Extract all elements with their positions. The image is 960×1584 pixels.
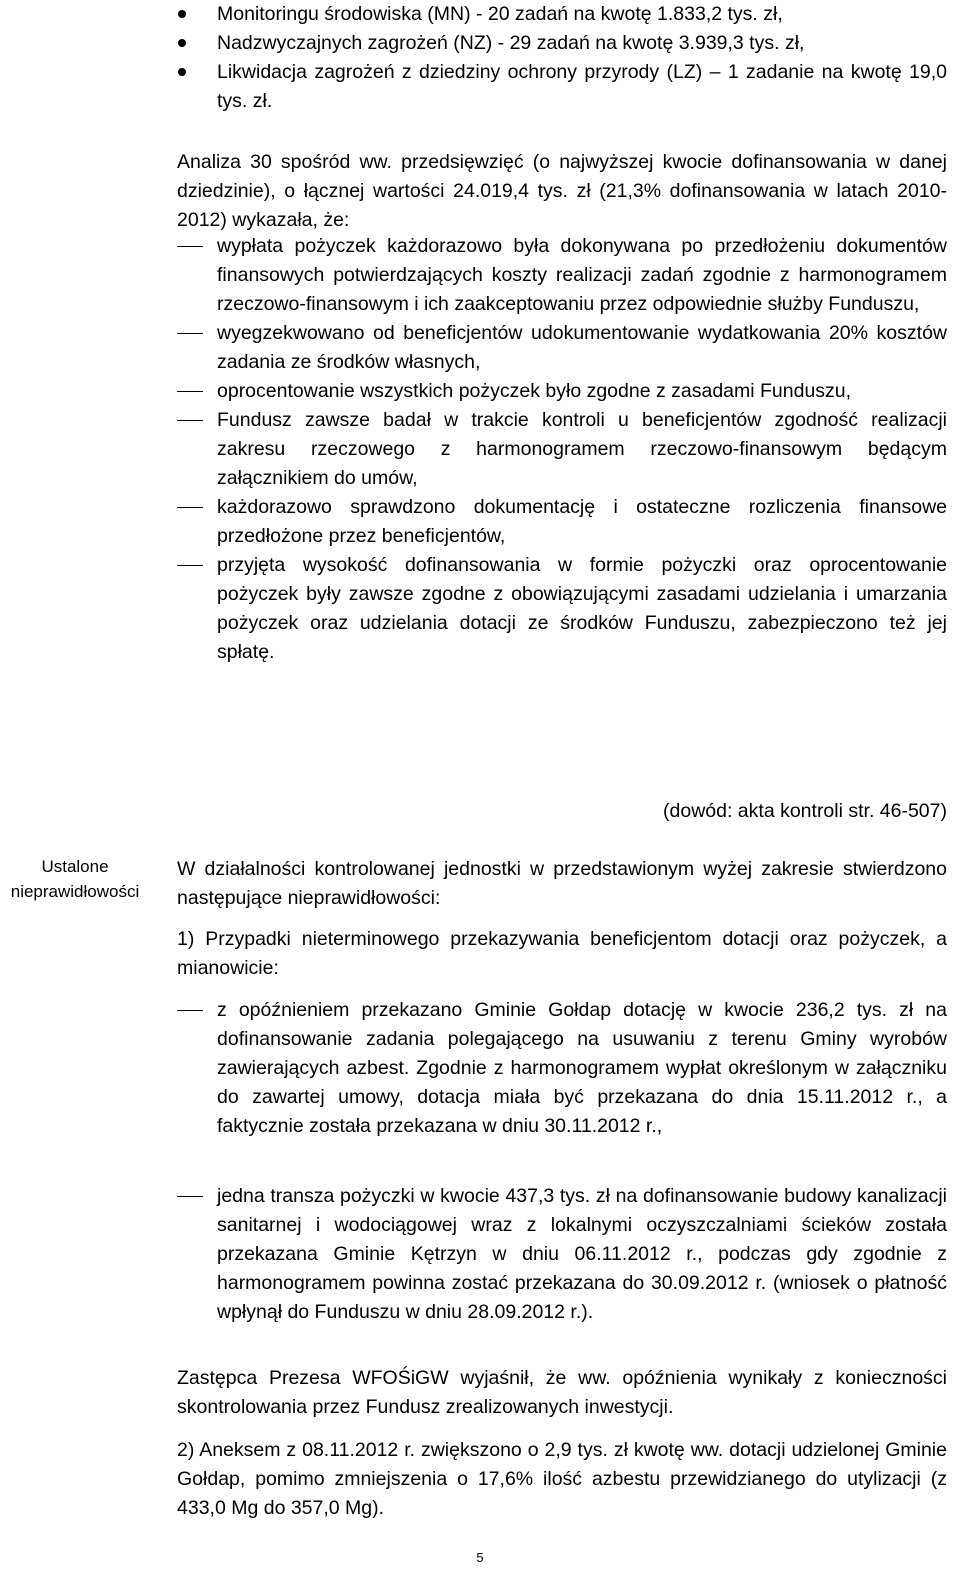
list-item: przyjęta wysokość dofinansowania w formie pożyczki oraz oprocentowanie pożyczek były zawsze zgodne z obowiązującymi zasadami udzielania i umarzania pożyczek oraz udzielania dotacji ze środków Funduszu, zabezpieczono też jej spłatę. [177,551,947,667]
findings-list [177,232,947,667]
bullet-icon [178,39,186,47]
bullet-icon [178,10,186,18]
point1-first-item [177,996,947,1141]
dash-icon [177,565,203,566]
margin-heading-line2: nieprawidłowości [10,882,140,901]
list-item: z opóźnieniem przekazano Gminie Gołdap dotację w kwocie 236,2 tys. zł na dofinansowanie zadania polegającego na usuwaniu z terenu Gminy wyrobów zawierających azbest. Zgodnie z harmonogramem wypłat określonym w załączniku do zawartej umowy, dotacja miała być przekazana do dnia 15.11.2012 r., a faktycznie została przekazana w dniu 30.11.2012 r., [177,996,947,1141]
dash-icon [177,1010,203,1011]
list-item: Fundusz zawsze badał w trakcie kontroli u beneficjentów zgodność realizacji zakresu rzeczowego z harmonogramem rzeczowo-finansowym będącym załącznikiem do umów, [177,406,947,493]
dash-icon [177,1196,203,1197]
analysis-intro: Analiza 30 spośród ww. przedsięwzięć (o najwyższej kwocie dofinansowania w danej dziedzinie), o łącznej wartości 24.019,4 tys. zł (21,3% dofinansowania w latach 2010-2012) wykazała, że: [177,151,947,231]
page-number: 5 [476,1550,484,1565]
list-item: wyegzekwowano od beneficjentów udokumentowanie wydatkowania 20% kosztów zadania ze środków własnych, [177,319,947,377]
list-item: Monitoringu środowiska (MN) - 20 zadań na kwotę 1.833,2 tys. zł, [177,0,947,29]
bullet-icon [178,68,186,76]
list-item: każdorazowo sprawdzono dokumentację i ostateczne rozliczenia finansowe przedłożone przez beneficjentów, [177,493,947,551]
dash-icon [177,507,203,508]
point1-second-item [177,1182,947,1327]
dash-icon [177,420,203,421]
list-item: oprocentowanie wszystkich pożyczek było zgodne z zasadami Funduszu, [177,377,947,406]
list-item: Likwidacja zagrożeń z dziedziny ochrony przyrody (LZ) – 1 zadanie na kwotę 19,0 tys. zł. [177,58,947,116]
findings-section [177,232,947,667]
irregularities-intro: W działalności kontrolowanej jednostki w przedstawionym wyżej zakresie stwierdzono następujące nieprawidłowości: [177,858,947,909]
margin-heading [0,854,150,904]
deputy-explanation: Zastępca Prezesa WFOŚiGW wyjaśnił, że ww. opóźnienia wynikały z konieczności skontrolowania przez Fundusz zrealizowanych inwestycji. [177,1367,947,1418]
evidence-note: (dowód: akta kontroli str. 46-507) [663,800,947,822]
list-item: wypłata pożyczek każdorazowo była dokonywana po przedłożeniu dokumentów finansowych potwierdzających koszty realizacji zadań zgodnie z harmonogramem rzeczowo-finansowym i ich zaakceptowaniu przez odpowiednie służby Funduszu, [177,232,947,319]
bullet-section [177,0,947,116]
point1-heading: 1) Przypadki nieterminowego przekazywania beneficjentom dotacji oraz pożyczek, a mianowicie: [177,928,947,979]
point2-paragraph: 2) Aneksem z 08.11.2012 r. zwiększono o 2,9 tys. zł kwotę ww. dotacji udzielonej Gminie Gołdap, pomimo zmniejszenia o 17,6% ilość azbestu przewidzianego do utylizacji (z 433,0 Mg do 357,0 Mg). [177,1439,947,1519]
dash-icon [177,333,203,334]
list-item: jedna transza pożyczki w kwocie 437,3 tys. zł na dofinansowanie budowy kanalizacji sanitarnej i wodociągowej wraz z lokalnymi oczyszczalniami ścieków została przekazana Gminie Kętrzyn w dniu 06.11.2012 r., podczas gdy zgodnie z harmonogramem powinna zostać przekazana do 30.09.2012 r. (wniosek o płatność wpłynął do Funduszu w dniu 28.09.2012 r.). [177,1182,947,1327]
dash-icon [177,246,203,247]
dash-icon [177,391,203,392]
margin-heading-line1: Ustalone [41,857,109,876]
list-item: Nadzwyczajnych zagrożeń (NZ) - 29 zadań na kwotę 3.939,3 tys. zł, [177,29,947,58]
bullet-list [177,0,947,116]
